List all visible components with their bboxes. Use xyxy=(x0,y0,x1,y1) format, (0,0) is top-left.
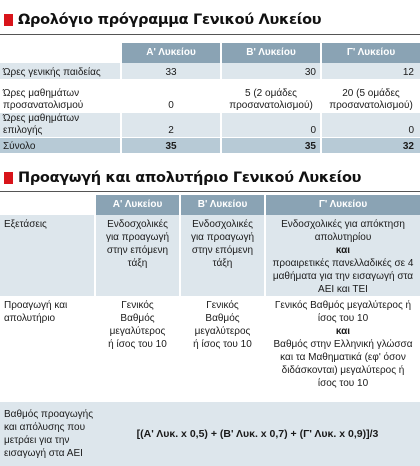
total-grade-a: 35 xyxy=(121,138,221,154)
table-row xyxy=(0,63,420,80)
row-label: Ώρες γενικής παιδείας xyxy=(0,63,121,80)
exams-grade-a: Ενδοσχολικές για προαγωγή στην επόμενη τάξη xyxy=(95,215,180,296)
section1-divider xyxy=(0,34,420,35)
total-label: Σύνολο xyxy=(0,138,121,154)
promotion-grade-a: Γενικός Βαθμός μεγαλύτερος ή ίσος του 10 xyxy=(95,296,180,402)
section2-divider xyxy=(0,191,420,192)
total-grade-b: 35 xyxy=(221,138,321,154)
exams-label: Εξετάσεις xyxy=(0,215,95,296)
cell-grade-b: 0 xyxy=(221,113,321,138)
header-grade-a: Α' Λυκείου xyxy=(95,195,180,215)
formula-row xyxy=(0,402,420,466)
header-grade-b: Β' Λυκείου xyxy=(221,43,321,63)
exams-grade-b: Ενδοσχολικές για προαγωγή στην επόμενη τάξη xyxy=(180,215,265,296)
red-square-icon xyxy=(4,14,13,26)
formula-value: [(Α' Λυκ. x 0,5) + (Β' Λυκ. x 0,7) + (Γ' Λυκ. x 0,9)]/3 xyxy=(95,402,420,466)
table-row xyxy=(0,80,420,113)
schedule-header-row xyxy=(0,43,420,63)
header-grade-c: Γ' Λυκείου xyxy=(321,43,420,63)
promotion-c-part1: Γενικός Βαθμός μεγαλύτερος ή ίσος του 10 xyxy=(274,300,412,324)
section2-heading xyxy=(4,168,361,188)
cell-grade-a: 2 xyxy=(121,113,221,138)
cell-grade-a: 33 xyxy=(121,63,221,80)
promotion-c-part2: Βαθμός στην Ελληνική γλώσσα και τα Μαθηματικά (εφ' όσον διδάσκονται) μεγαλύτερος ή ίσος του 10 xyxy=(273,339,413,389)
promotion-grade-b: Γενικός Βαθμός μεγαλύτερος ή ίσος του 10 xyxy=(180,296,265,402)
cell-grade-c: 20 (5 ομάδες προσανατολισμού) xyxy=(321,80,420,113)
red-square-icon xyxy=(4,172,13,184)
row-label: Ώρες μαθημάτων επιλογής xyxy=(0,113,121,138)
promotion-c-and: και xyxy=(335,326,351,337)
header-blank xyxy=(0,195,95,215)
header-grade-b: Β' Λυκείου xyxy=(180,195,265,215)
promotion-header-row xyxy=(0,195,420,215)
section2-title: Προαγωγή και απολυτήριο Γενικού Λυκείου xyxy=(18,170,362,186)
header-grade-a: Α' Λυκείου xyxy=(121,43,221,63)
promotion-label: Προαγωγή και απολυτήριο xyxy=(0,296,95,402)
cell-grade-c: 12 xyxy=(321,63,420,80)
header-grade-c: Γ' Λυκείου xyxy=(265,195,420,215)
cell-grade-a: 0 xyxy=(121,80,221,113)
promotion-row xyxy=(0,296,420,402)
formula-label: Βαθμός προαγωγής και απόλυσης που μετράει για την εισαγωγή στα ΑΕΙ xyxy=(0,402,95,466)
section1-heading xyxy=(4,10,321,30)
section1-title: Ωρολόγιο πρόγραμμα Γενικού Λυκείου xyxy=(18,12,322,28)
exams-row xyxy=(0,215,420,296)
total-row xyxy=(0,138,420,154)
cell-grade-c: 0 xyxy=(321,113,420,138)
exams-c-and: και xyxy=(335,245,351,256)
cell-grade-b: 5 (2 ομάδες προσανατολισμού) xyxy=(221,80,321,113)
header-blank xyxy=(0,43,121,63)
table-row xyxy=(0,113,420,138)
row-label: Ώρες μαθημάτων προσανατολισμού xyxy=(0,80,121,113)
exams-c-part2: προαιρετικές πανελλαδικές σε 4 μαθήματα για την εισαγωγή στα ΑΕΙ και ΤΕΙ xyxy=(272,258,414,295)
promotion-grade-c xyxy=(265,296,420,402)
total-grade-c: 32 xyxy=(321,138,420,154)
exams-c-part1: Ενδοσχολικές για απόκτηση απολυτηρίου xyxy=(281,219,405,243)
schedule-table xyxy=(0,43,420,154)
promotion-table xyxy=(0,195,420,466)
cell-grade-b: 30 xyxy=(221,63,321,80)
exams-grade-c xyxy=(265,215,420,296)
